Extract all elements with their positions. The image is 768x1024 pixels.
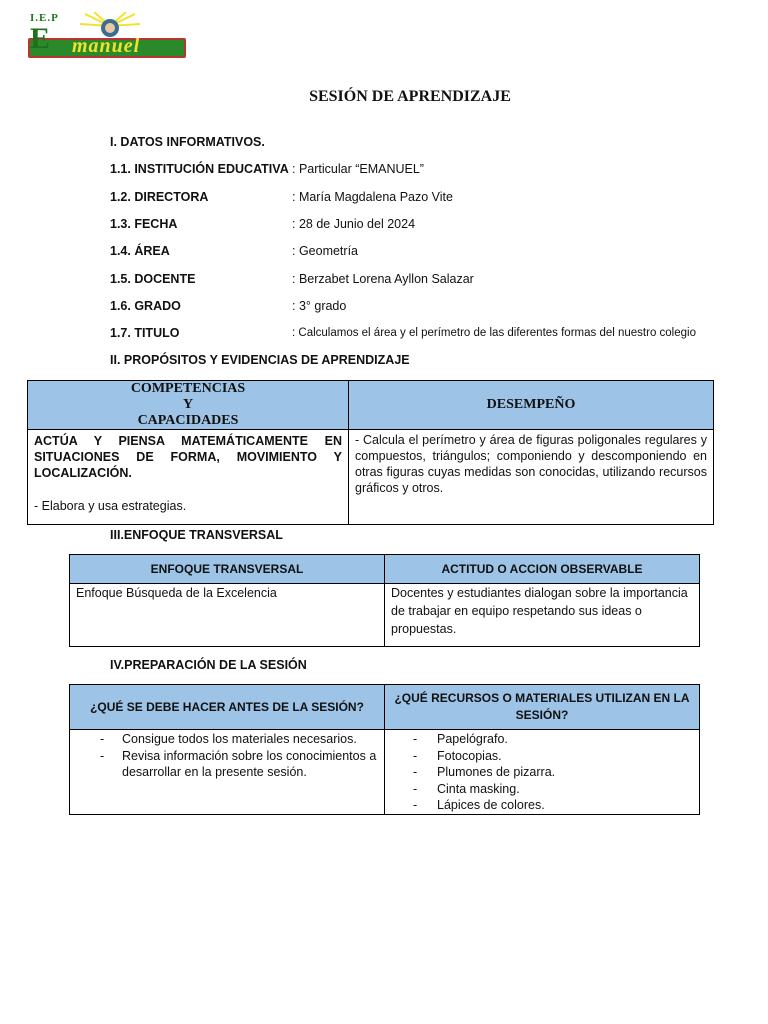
desempeno-header: DESEMPEÑO <box>349 381 714 430</box>
info-value-grado: : 3° grado <box>292 299 347 313</box>
competencia-line: SITUACIONES DE FORMA, MOVIMIENTO Y <box>34 450 342 464</box>
info-label-directora: 1.2. DIRECTORA <box>110 190 209 204</box>
section-enfoque-heading: III.ENFOQUE TRANSVERSAL <box>110 528 283 542</box>
section-propositos-heading: II. PROPÓSITOS Y EVIDENCIAS DE APRENDIZAJE <box>110 353 410 367</box>
recursos-cell <box>385 730 700 815</box>
actitud-header: ACTITUD O ACCION OBSERVABLE <box>385 555 700 584</box>
section-preparacion-heading: IV.PREPARACIÓN DE LA SESIÓN <box>110 658 307 672</box>
antes-cell <box>70 730 385 815</box>
info-label-grado: 1.6. GRADO <box>110 299 181 313</box>
info-label-area: 1.4. ÁREA <box>110 244 170 258</box>
list-item: - Plumones de pizarra. <box>385 764 699 781</box>
list-item: - Revisa información sobre los conocimientos a desarrollar en la presente sesión. <box>70 748 384 781</box>
info-label-titulo: 1.7. TITULO <box>110 326 180 340</box>
competencia-line: ACTÚA Y PIENSA MATEMÁTICAMENTE EN <box>34 434 342 448</box>
info-value-directora: : María Magdalena Pazo Vite <box>292 190 453 204</box>
info-value-area: : Geometría <box>292 244 358 258</box>
actitud-cell: Docentes y estudiantes dialogan sobre la importancia de trabajar en equipo respetando sus ideas o propuestas. <box>385 584 700 647</box>
info-value-fecha: : 28 de Junio del 2024 <box>292 217 416 231</box>
competencias-table <box>27 380 714 525</box>
competencia-cell <box>28 430 349 525</box>
info-label-docente: 1.5. DOCENTE <box>110 272 196 286</box>
info-value-docente: : Berzabet Lorena Ayllon Salazar <box>292 272 474 286</box>
enfoque-cell: Enfoque Búsqueda de la Excelencia <box>70 584 385 647</box>
preparacion-table <box>69 684 700 815</box>
capacidad-text: - Elabora y usa estrategias. <box>34 499 187 513</box>
competencia-line: LOCALIZACIÓN. <box>34 466 132 480</box>
enfoque-table <box>69 554 700 647</box>
recursos-header: ¿QUÉ RECURSOS O MATERIALES UTILIZAN EN LA SESIÓN? <box>385 685 700 730</box>
antes-header: ¿QUÉ SE DEBE HACER ANTES DE LA SESIÓN? <box>70 685 385 730</box>
logo-top-text: I.E.P <box>30 12 59 24</box>
list-item: - Consigue todos los materiales necesarios. <box>70 731 384 748</box>
school-logo <box>26 12 186 58</box>
logo-initial: E <box>30 22 51 55</box>
competencias-header: COMPETENCIAS Y CAPACIDADES <box>28 381 349 430</box>
info-value-institucion: : Particular “EMANUEL” <box>292 162 424 176</box>
enfoque-header: ENFOQUE TRANSVERSAL <box>70 555 385 584</box>
list-item: - Fotocopias. <box>385 748 699 765</box>
desempeno-cell: - Calcula el perímetro y área de figuras poligonales regulares y compuestos, triángulos; componiendo y descomponiendo en otras figuras cuyas medidas son conocidas, utilizando recursos gráficos y otros. <box>349 430 714 525</box>
logo-name: manuel <box>72 35 141 57</box>
page-title: SESIÓN DE APRENDIZAJE <box>309 88 511 105</box>
info-label-institucion: 1.1. INSTITUCIÓN EDUCATIVA <box>110 162 289 176</box>
list-item: - Cinta masking. <box>385 781 699 798</box>
list-item: - Papelógrafo. <box>385 731 699 748</box>
section-datos-heading: I. DATOS INFORMATIVOS. <box>110 135 265 149</box>
info-value-titulo: : Calculamos el área y el perímetro de las diferentes formas del nuestro colegio <box>292 327 696 339</box>
list-item: - Lápices de colores. <box>385 797 699 814</box>
info-label-fecha: 1.3. FECHA <box>110 217 178 231</box>
